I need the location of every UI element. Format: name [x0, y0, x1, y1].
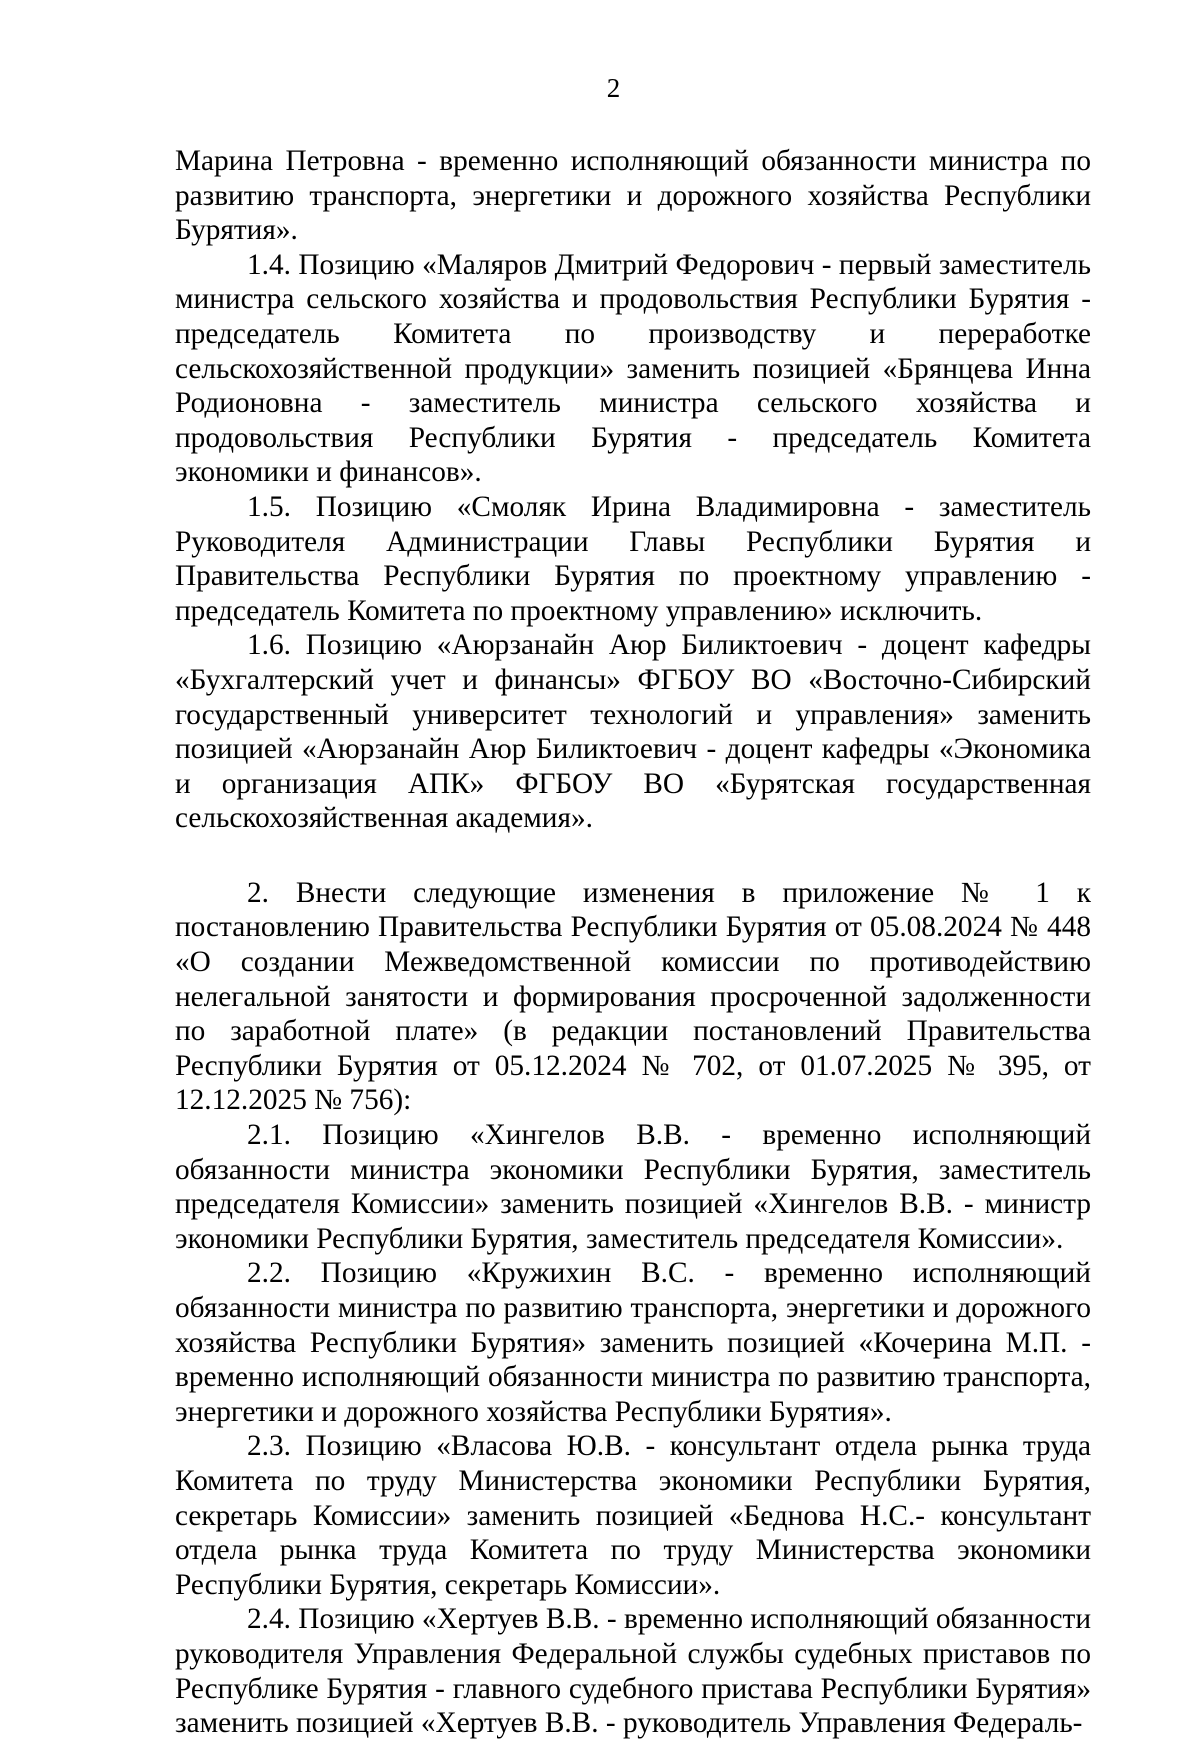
paragraph-2: 2. Внести следующие изменения в приложение № 1 к постановлению Правительства Республики Бурятия от 05.08.2024 № 448 «О создании Межведомственной комиссии по противодействию нелегальной занятости и формирования просроченной задолженности по заработной плате» (в редакции постановлений Правительства Республики Бурятия от 05.12.2024 № 702, от 01.07.2025 № 395, от 12.12.2025 № 756):	[175, 876, 1091, 1117]
paragraph-1-6: 1.6. Позицию «Аюрзанайн Аюр Биликтоевич - доцент кафедры «Бухгалтерский учет и финансы» ФГБОУ ВО «Восточно-Сибирский государственный университет технологий и управления» заменить позицией «Аюрзанайн Аюр Биликтоевич - доцент кафедры «Экономика и организация АПК» ФГБОУ ВО «Бурятская государственная сельскохозяйственная академия».	[175, 629, 1091, 835]
page-number: 2	[606, 73, 621, 103]
paragraph-continuation: Марина Петровна - временно исполняющий обязанности министра по развитию транспорта, энергетики и дорожного хозяйства Республики Бурятия».	[175, 145, 1091, 247]
paragraph-2-2: 2.2. Позицию «Кружихин В.С. - временно исполняющий обязанности министра по развитию транспорта, энергетики и дорожного хозяйства Республики Бурятия» заменить позицией «Кочерина М.П. - временно исполняющий обязанности министра по развитию транспорта, энергетики и дорожного хозяйства Республики Бурятия».	[175, 1257, 1091, 1428]
paragraph-2-4: 2.4. Позицию «Хертуев В.В. - временно исполняющий обязанности руководителя Управления Федеральной службы судебных приставов по Республике Бурятия - главного судебного пристава Республики Бурятия» заменить позицией «Хертуев В.В. - руководитель Управления Федераль-	[175, 1603, 1091, 1740]
paragraph-1-5: 1.5. Позицию «Смоляк Ирина Владимировна - заместитель Руководителя Администрации Главы Республики Бурятия и Правительства Республики Бурятия по проектному управлению - председатель Комитета по проектному управлению» исключить.	[175, 490, 1091, 627]
paragraph-1-4: 1.4. Позицию «Маляров Дмитрий Федорович - первый заместитель министра сельского хозяйства и продовольствия Республики Бурятия - председатель Комитета по производству и переработке сельскохозяйственной продукции» заменить позицией «Брянцева Инна Родионовна - заместитель министра сельского хозяйства и продовольствия Республики Бурятия - председатель Комитета экономики и финансов».	[175, 248, 1091, 489]
paragraph-gap	[175, 836, 1091, 876]
paragraph-2-3: 2.3. Позицию «Власова Ю.В. - консультант отдела рынка труда Комитета по труду Министерства экономики Республики Бурятия, секретарь Комиссии» заменить позицией «Беднова Н.С.- консультант отдела рынка труда Комитета по труду Министерства экономики Республики Бурятия, секретарь Комиссии».	[175, 1430, 1091, 1601]
document-body	[175, 144, 1091, 1741]
paragraph-2-1: 2.1. Позицию «Хингелов В.В. - временно исполняющий обязанности министра экономики Республики Бурятия, заместитель председателя Комиссии» заменить позицией «Хингелов В.В. - министр экономики Республики Бурятия, заместитель председателя Комиссии».	[175, 1119, 1091, 1255]
